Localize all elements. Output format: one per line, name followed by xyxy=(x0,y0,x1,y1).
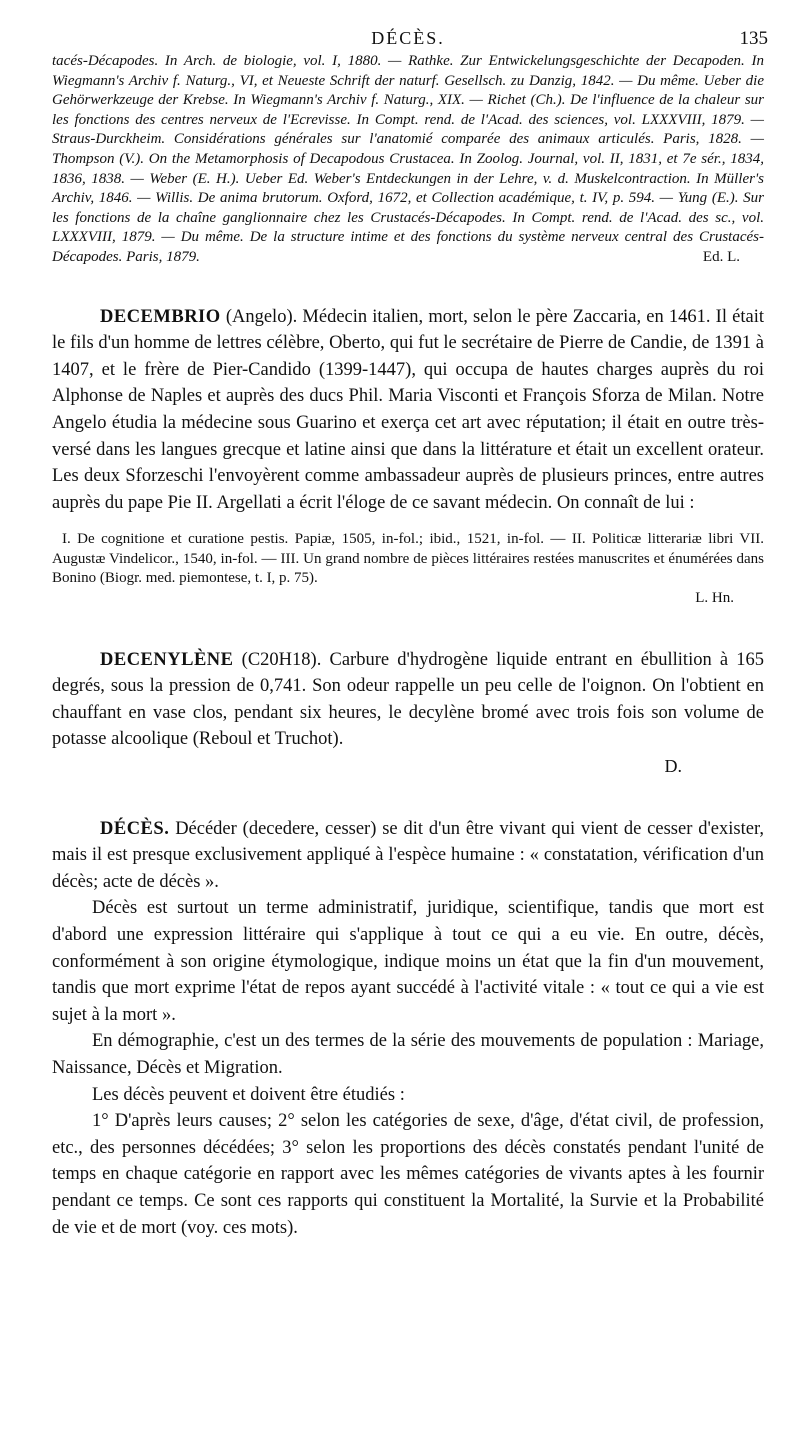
entry-signature: L. Hn. xyxy=(695,590,734,607)
entry-decenylene xyxy=(52,647,764,780)
entry-headword: DÉCÈS. xyxy=(100,818,170,839)
entry-headword: DECEMBRIO xyxy=(100,306,221,327)
works-list xyxy=(52,530,764,608)
entry-signature: D. xyxy=(664,756,682,777)
running-head xyxy=(52,0,768,52)
entry-paragraph: Décès est surtout un terme administratif, juridique, scientifique, tandis que mort est d'abord une expression littéraire qui s'applique à tout ce qui a eu vie. En outre, décès, conformément à son origine étymologique, indique moins un état que la fin d'un mouvement, tandis que mort exprime l'état de repos ayant succédé à l'activité vitale : « tout ce qui a vie est sujet à la mort ». xyxy=(52,898,764,1025)
running-title: DÉCÈS. xyxy=(371,28,445,48)
entry-paragraph: 1° D'après leurs causes; 2° selon les catégories de sexe, d'âge, d'état civil, de profession, etc., des personnes décédées; 3° selon les proportions des décès constatés pendant l'unité de temps en chaque catégorie en rapport avec les mêmes catégories de vivants aptes à les fournir pendant ce temps. Ce sont ces rapports qui constituent la Mortalité, la Survie et la Probabilité de vie et de mort (voy. ces mots). xyxy=(52,1111,764,1238)
entry-headword: DECENYLÈNE xyxy=(100,649,234,670)
page-number: 135 xyxy=(739,28,768,49)
entry-paragraph: Les décès peuvent et doivent être étudiés : xyxy=(92,1084,405,1105)
chemical-formula: (C20H18). xyxy=(241,649,322,670)
bibliography-signature: Ed. L. xyxy=(702,248,740,265)
entry-body: Carbure d'hydrogène liquide entrant en ébullition à 165 degrés, sous la pression de 0,741. Son odeur rappelle un peu celle de l'oignon. On l'obtient en chauffant en vase clos, pendant six heures, le decylène bromé avec trois fois son volume de potasse alcoolique (Reboul et Truchot). xyxy=(52,649,765,750)
entry-body: (Angelo). Médecin italien, mort, selon le père Zaccaria, en 1461. Il était le fils d'un homme de lettres célèbre, Oberto, qui fut le secrétaire de Pierre de Candie, de 1391 à 1407, et le frère de Pier-Candido (1399-1447), qui occupa de hautes charges auprès du roi Alphonse de Naples et auprès des ducs Phil. Maria Visconti et François Sforza de Milan. Notre Angelo étudia la médecine sous Guarino et exerça cet art avec réputation; il était en outre très-versé dans les langues grecque et latine ainsi que dans la littérature et était un excellent orateur. Les deux Sforzeschi l'envoyèrent comme ambassadeur auprès de plusieurs princes, entre autres auprès du pape Pie II. Argellati a écrit l'éloge de ce savant médecin. On connaît de lui : xyxy=(52,306,764,513)
bibliography-block xyxy=(52,52,764,268)
entry-deces xyxy=(52,816,764,1242)
entry-paragraph: En démographie, c'est un des termes de la série des mouvements de population : Mariage, Naissance, Décès et Migration. xyxy=(52,1031,764,1078)
works-text: I. De cognitione et curatione pestis. Papiæ, 1505, in-fol.; ibid., 1521, in-fol. — II. Politicæ litterariæ libri VII. Augustæ Vindelicor., 1540, in-fol. — III. Un grand nombre de pièces littéraires restées manuscrites et énumérées dans Bonino (Biogr. med. piemontese, t. I, p. 75). xyxy=(52,531,764,587)
dictionary-page xyxy=(52,0,768,1241)
entry-decembrio xyxy=(52,304,764,517)
entry-paragraph: Décéder (decedere, cesser) se dit d'un être vivant qui vient de cesser d'exister, mais il est presque exclusivement appliqué à l'espèce humaine : « constatation, vérification d'un décès; acte de décès ». xyxy=(52,818,764,892)
bibliography-text: tacés-Décapodes. In Arch. de biologie, vol. I, 1880. — Rathke. Zur Entwickelungsgeschichte der Decapoden. In Wiegmann's Archiv f. Naturg., VI, et Neueste Schrift der naturf. Gesellsch. zu Danzig, 1842. — Du même. Ueber die Gehörwerkzeuge der Krebse. In Wiegmann's Archiv f. Naturg., XIX. — Richet (Ch.). De l'influence de la chaleur sur les fonctions des centres nerveux de l'Ecrevisse. In Compt. rend. de l'Acad. des sciences, vol. LXXXVIII, 1879. — Straus-Durckheim. Considérations générales sur l'anatomié comparée des animaux articulés. Paris, 1828. — Thompson (V.). On the Metamorphosis of Decapodous Crustacea. In Zoolog. Journal, vol. II, 1831, et 7e sér., 1834, 1836, 1838. — Weber (E. H.). Ueber Ed. Weber's Entdeckungen in der Lehre, v. d. Muskelcontraction. In Müller's Archiv, 1846. — Willis. De anima brutorum. Oxford, 1672, et Collection académique, t. IV, p. 594. — Yung (E.). Sur les fonctions de la chaîne ganglionnaire chez les Crustacés-Décapodes. In Compt. rend. de l'Acad. des sc., vol. LXXXVIII, 1879. — Du même. De la structure intime et des fonctions du système nerveux central des Crustacés-Décapodes. Paris, 1879. xyxy=(52,53,764,265)
